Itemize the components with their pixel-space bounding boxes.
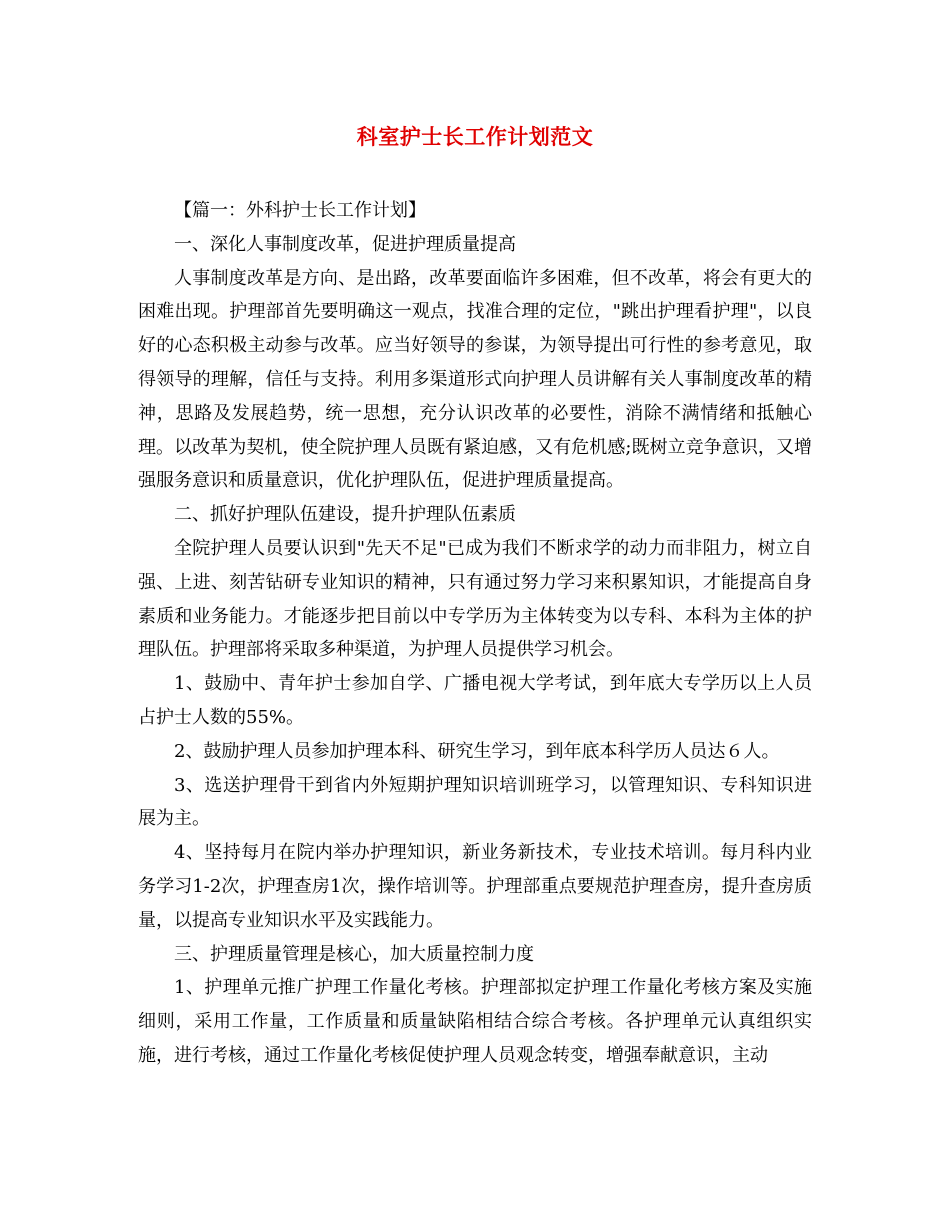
paragraph-quality-1: 1、护理单元推广护理工作量化考核。护理部拟定护理工作量化考核方案及实施细则，采用工作量，工作质量和质量缺陷相结合综合考核。各护理单元认真组织实施，进行考核，通过工作量化考核促使护理人员观念转变，增强奉献意识，主动: [138, 977, 812, 1066]
section-heading-part-one: 【篇一：外科护士长工作计划】: [174, 200, 426, 221]
paragraph-team-building: 全院护理人员要认识到"先天不足"已成为我们不断求学的动力而非阻力，树立自强、上进、刻苦钻研专业知识的精神，只有通过努力学习来积累知识，才能提高自身素质和业务能力。才能逐步把目前以中专学历为主体转变为以专科、本科为主体的护理队伍。护理部将采取多种渠道，为护理人员提供学习机会。: [138, 537, 812, 661]
list-item-3: 3、选送护理骨干到省内外短期护理知识培训班学习，以管理知识、专科知识进展为主。: [138, 774, 812, 830]
document-title: 科室护士长工作计划范文: [356, 124, 594, 149]
section-heading-3: 三、护理质量管理是核心，加大质量控制力度: [174, 943, 534, 965]
document-body: [138, 194, 812, 1073]
list-item-2: 2、鼓励护理人员参加护理本科、研究生学习，到年底本科学历人员达６人。: [174, 740, 780, 762]
list-item-1: 1、鼓励中、青年护士参加自学、广播电视大学考试，到年底大专学历以上人员占护士人数的55%。: [138, 673, 812, 728]
section-heading-2: 二、抓好护理队伍建设，提升护理队伍素质: [174, 504, 516, 526]
list-item-4: 4、坚持每月在院内举办护理知识，新业务新技术，专业技术培训。每月科内业务学习1-2次，护理查房1次，操作培训等。护理部重点要规范护理查房，提升查房质量，以提高专业知识水平及实践能力。: [138, 842, 812, 931]
paragraph-personnel-reform: 人事制度改革是方向、是出路，改革要面临许多困难，但不改革，将会有更大的困难出现。护理部首先要明确这一观点，找准合理的定位，"跳出护理看护理"，以良好的心态积极主动参与改革。应当好领导的参谋，为领导提出可行性的参考意见，取得领导的理解，信任与支持。利用多渠道形式向护理人员讲解有关人事制度改革的精神，思路及发展趋势，统一思想，充分认识改革的必要性，消除不满情绪和抵触心理。以改革为契机，使全院护理人员既有紧迫感，又有危机感;既树立竞争意识，又增强服务意识和质量意识，优化护理队伍，促进护理质量提高。: [138, 267, 812, 492]
section-heading-1: 一、深化人事制度改革，促进护理质量提高: [174, 233, 516, 255]
